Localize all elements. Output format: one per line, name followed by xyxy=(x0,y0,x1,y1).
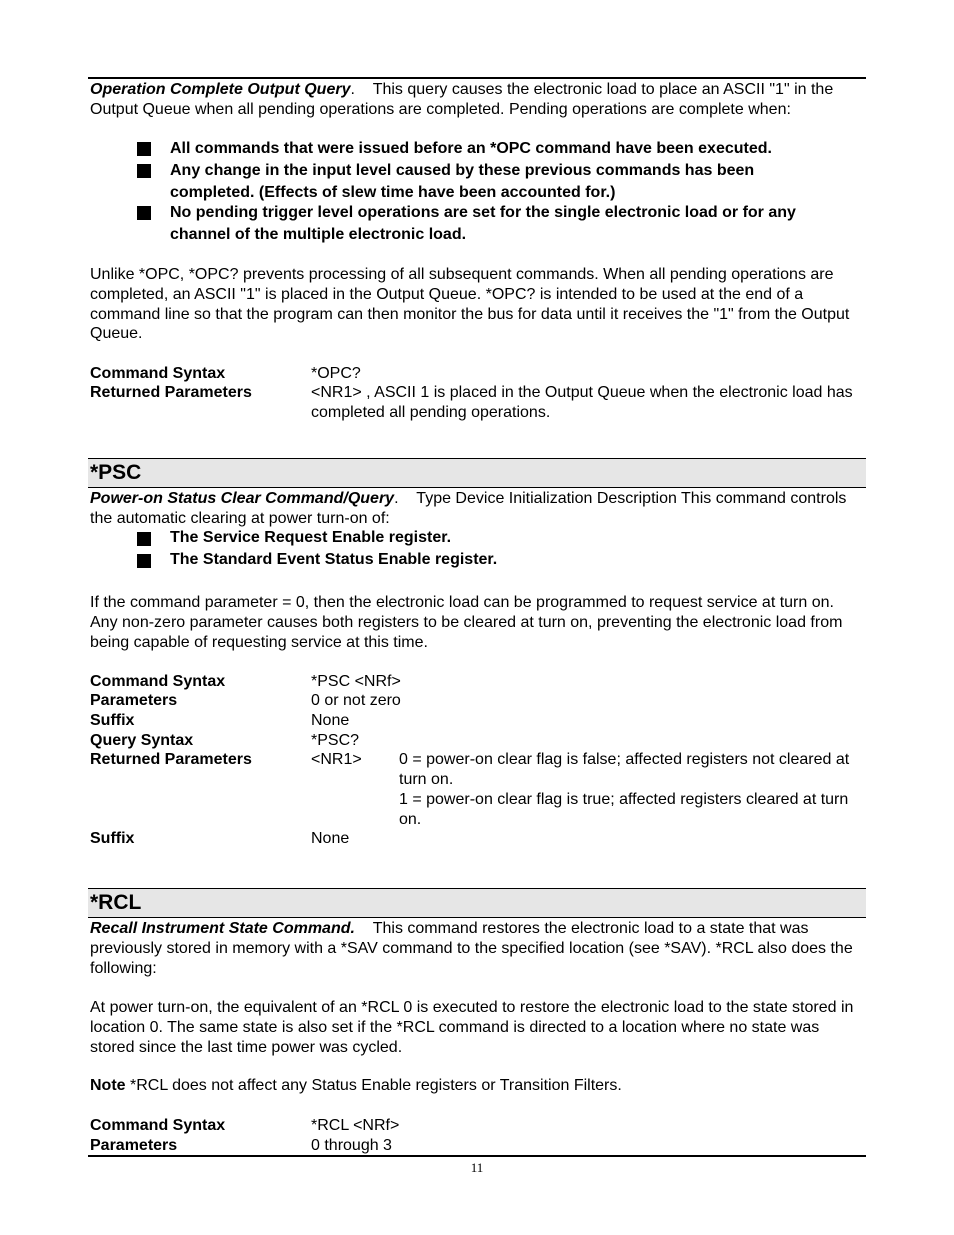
opc-description: Operation Complete Output Query. This query causes the electronic load to place an ASCII "1" in the Output Queue when all pending operations are completed. Pending operations are complete when: xyxy=(90,81,834,118)
rcl-heading-banner xyxy=(88,888,866,918)
opc-syntax-value: *OPC? xyxy=(311,365,361,382)
bullet-icon xyxy=(137,142,151,156)
rcl-note-label: Note xyxy=(90,1077,126,1094)
psc-heading: *PSC xyxy=(90,461,142,484)
psc-heading-banner xyxy=(88,458,866,488)
psc-returned-type: <NR1> xyxy=(311,751,362,768)
rcl-description xyxy=(90,919,865,978)
opc-title: Operation Complete Output Query xyxy=(90,81,351,98)
psc-row-value: 0 or not zero xyxy=(311,692,401,709)
top-rule xyxy=(88,77,866,79)
psc-paragraph: If the command parameter = 0, then the electronic load can be programmed to request service at turn on. Any non-zero parameter causes both registers to be cleared at turn on, preventing the electronic load from being capable of requesting service at this time. xyxy=(90,594,843,651)
psc-row-label: Query Syntax xyxy=(90,732,194,749)
opc-bullet-3: No pending trigger level operations are set for the single electronic load or for any channel of the multiple electronic load. xyxy=(170,204,796,243)
psc-returned-label: Returned Parameters xyxy=(90,751,252,768)
rcl-paragraph: At power turn-on, the equivalent of an *RCL 0 is executed to restore the electronic load to the state stored in location 0. The same state is also set if the *RCL command is directed to a location where no state was stored since the last time power was cycled. xyxy=(90,999,854,1056)
rcl-intro: This command restores the electronic load to a state that was previously stored in memory with a *SAV command to the specified location (see *SAV). *RCL also does the following: xyxy=(90,920,853,977)
rcl-note xyxy=(90,1076,865,1096)
psc-suffix2-label: Suffix xyxy=(90,830,135,847)
psc-bullet-2: The Standard Event Status Enable register. xyxy=(170,551,498,568)
psc-row-value: None xyxy=(311,712,350,729)
bottom-rule xyxy=(88,1155,866,1157)
psc-row-label: Parameters xyxy=(90,692,178,709)
psc-suffix2-value: None xyxy=(311,830,350,847)
rcl-params-label: Parameters xyxy=(90,1137,178,1154)
psc-title: Power-on Status Clear Command/Query xyxy=(90,490,395,507)
page-number: 11 xyxy=(470,1160,484,1175)
opc-bullet-2: Any change in the input level caused by these previous commands has been completed. (Effects of slew time have been accounted for.) xyxy=(170,162,755,201)
opc-paragraph: Unlike *OPC, *OPC? prevents processing of all subsequent commands. When all pending operations are completed, an ASCII "1" is placed in the Output Queue. *OPC? is intended to be used at the end of a command line so that the program can then monitor the bus for data until it receives the "1" from the Output Queue. xyxy=(90,266,850,343)
psc-row-value: *PSC? xyxy=(311,732,360,749)
rcl-heading: *RCL xyxy=(90,891,142,914)
rcl-syntax-value: *RCL <NRf> xyxy=(311,1117,400,1134)
psc-row-value: *PSC <NRf> xyxy=(311,673,401,690)
psc-bullet-1: The Service Request Enable register. xyxy=(170,529,452,546)
opc-intro: This query causes the electronic load to place an ASCII "1" in the Output Queue when all pending operations are completed. Pending operations are complete when: xyxy=(90,81,834,118)
psc-intro: Type Device Initialization Description This command controls the automatic clearing at power turn-on of: xyxy=(90,490,847,527)
bullet-icon xyxy=(137,532,151,546)
bullet-icon xyxy=(137,206,151,220)
psc-row-label: Command Syntax xyxy=(90,673,226,690)
psc-row-label: Suffix xyxy=(90,712,135,729)
rcl-syntax-label: Command Syntax xyxy=(90,1117,226,1134)
psc-description: Power-on Status Clear Command/Query. Type Device Initialization Description This command controls the automatic clearing at power turn-on of: xyxy=(90,490,847,527)
rcl-note-text: *RCL does not affect any Status Enable registers or Transition Filters. xyxy=(130,1077,622,1094)
rcl-title: Recall Instrument State Command. xyxy=(90,920,355,937)
bullet-icon xyxy=(137,164,151,178)
opc-syntax-label: Command Syntax xyxy=(90,365,226,382)
psc-returned-desc-1: 0 = power-on clear flag is false; affected registers not cleared at turn on. xyxy=(399,751,850,788)
bullet-icon xyxy=(137,554,151,568)
opc-returned-value: <NR1> , ASCII 1 is placed in the Output Queue when the electronic load has completed all pending operations. xyxy=(311,384,853,421)
psc-returned-desc-2: 1 = power-on clear flag is true; affected registers cleared at turn on. xyxy=(399,791,849,828)
opc-returned-label: Returned Parameters xyxy=(90,384,252,401)
rcl-params-value: 0 through 3 xyxy=(311,1137,392,1154)
opc-bullet-1: All commands that were issued before an *OPC command have been executed. xyxy=(170,140,772,157)
